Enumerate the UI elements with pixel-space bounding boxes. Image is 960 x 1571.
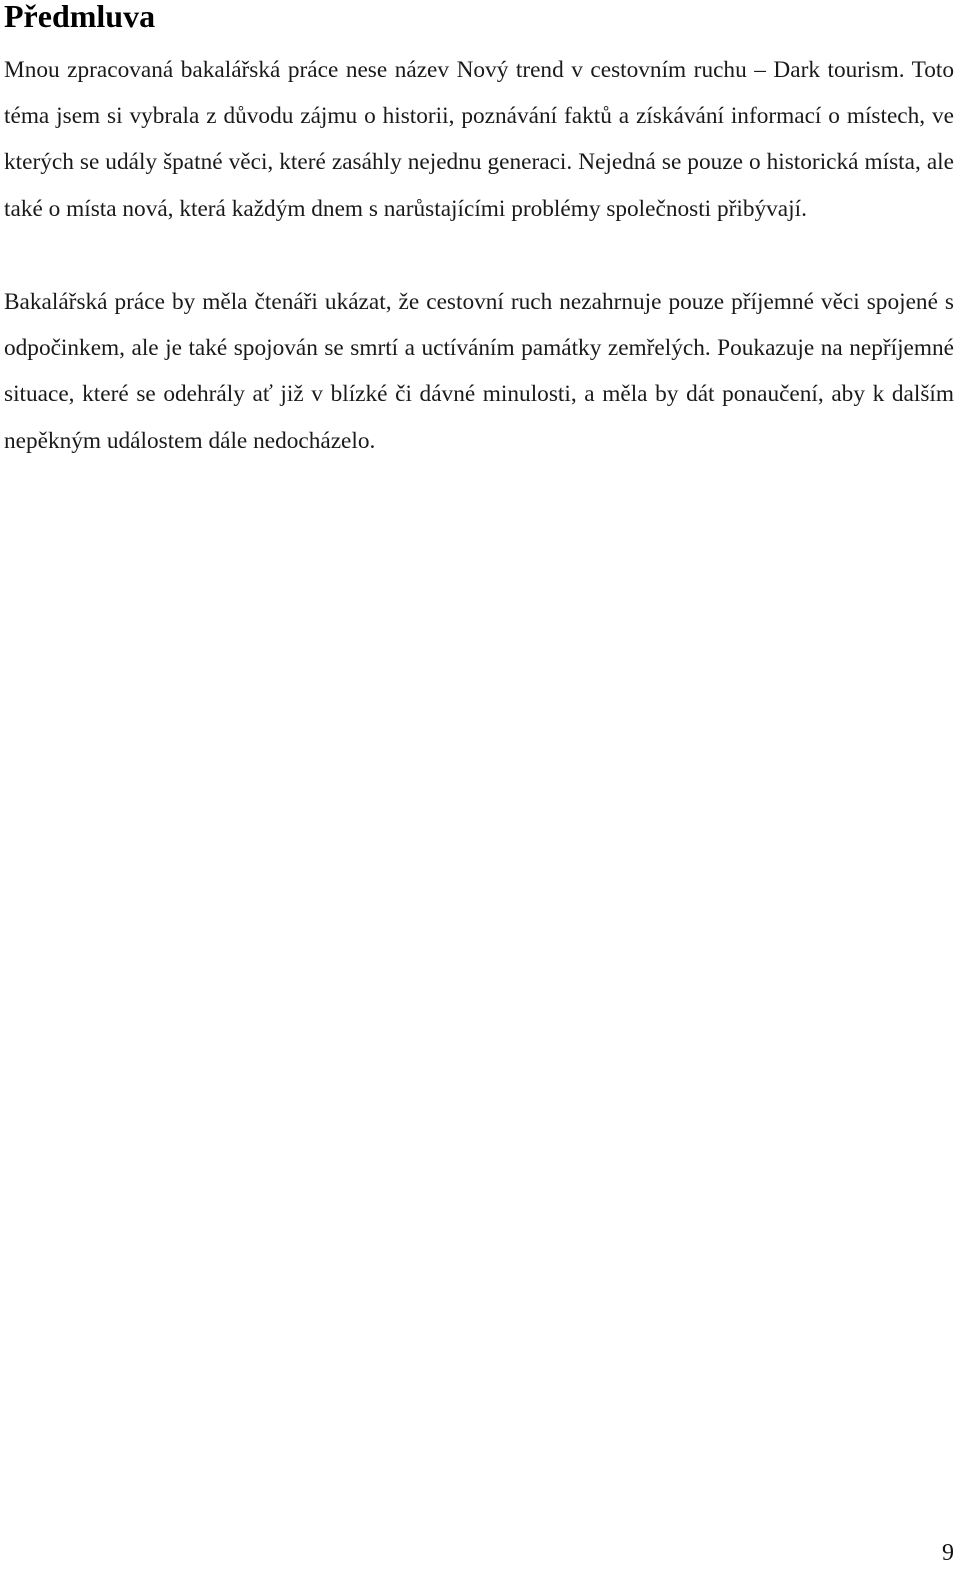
paragraph-purpose: Bakalářská práce by měla čtenáři ukázat, že cestovní ruch nezahrnuje pouze příjemné věci spojené s odpočinkem, ale je také spojován se smrtí a uctíváním památky zemřelých. Poukazuje na nepříjemné situace, které se odehrály ať již v blízké či dávné minulosti, a měla by dát ponaučení, aby k dalším nepěkným událostem dále nedocházelo.: [4, 289, 954, 454]
page-title: Předmluva: [4, 0, 156, 34]
paragraph-intro: Mnou zpracovaná bakalářská práce nese název Nový trend v cestovním ruchu – Dark tourism. Toto téma jsem si vybrala z důvodu zájmu o historii, poznávání faktů a získávání informací o místech, ve kterých se udály špatné věci, které zasáhly nejednu generaci. Nejedná se pouze o historická místa, ale také o místa nová, která každým dnem s narůstajícími problémy společnosti přibývají.: [4, 57, 954, 222]
page-number: 9: [942, 1540, 954, 1566]
